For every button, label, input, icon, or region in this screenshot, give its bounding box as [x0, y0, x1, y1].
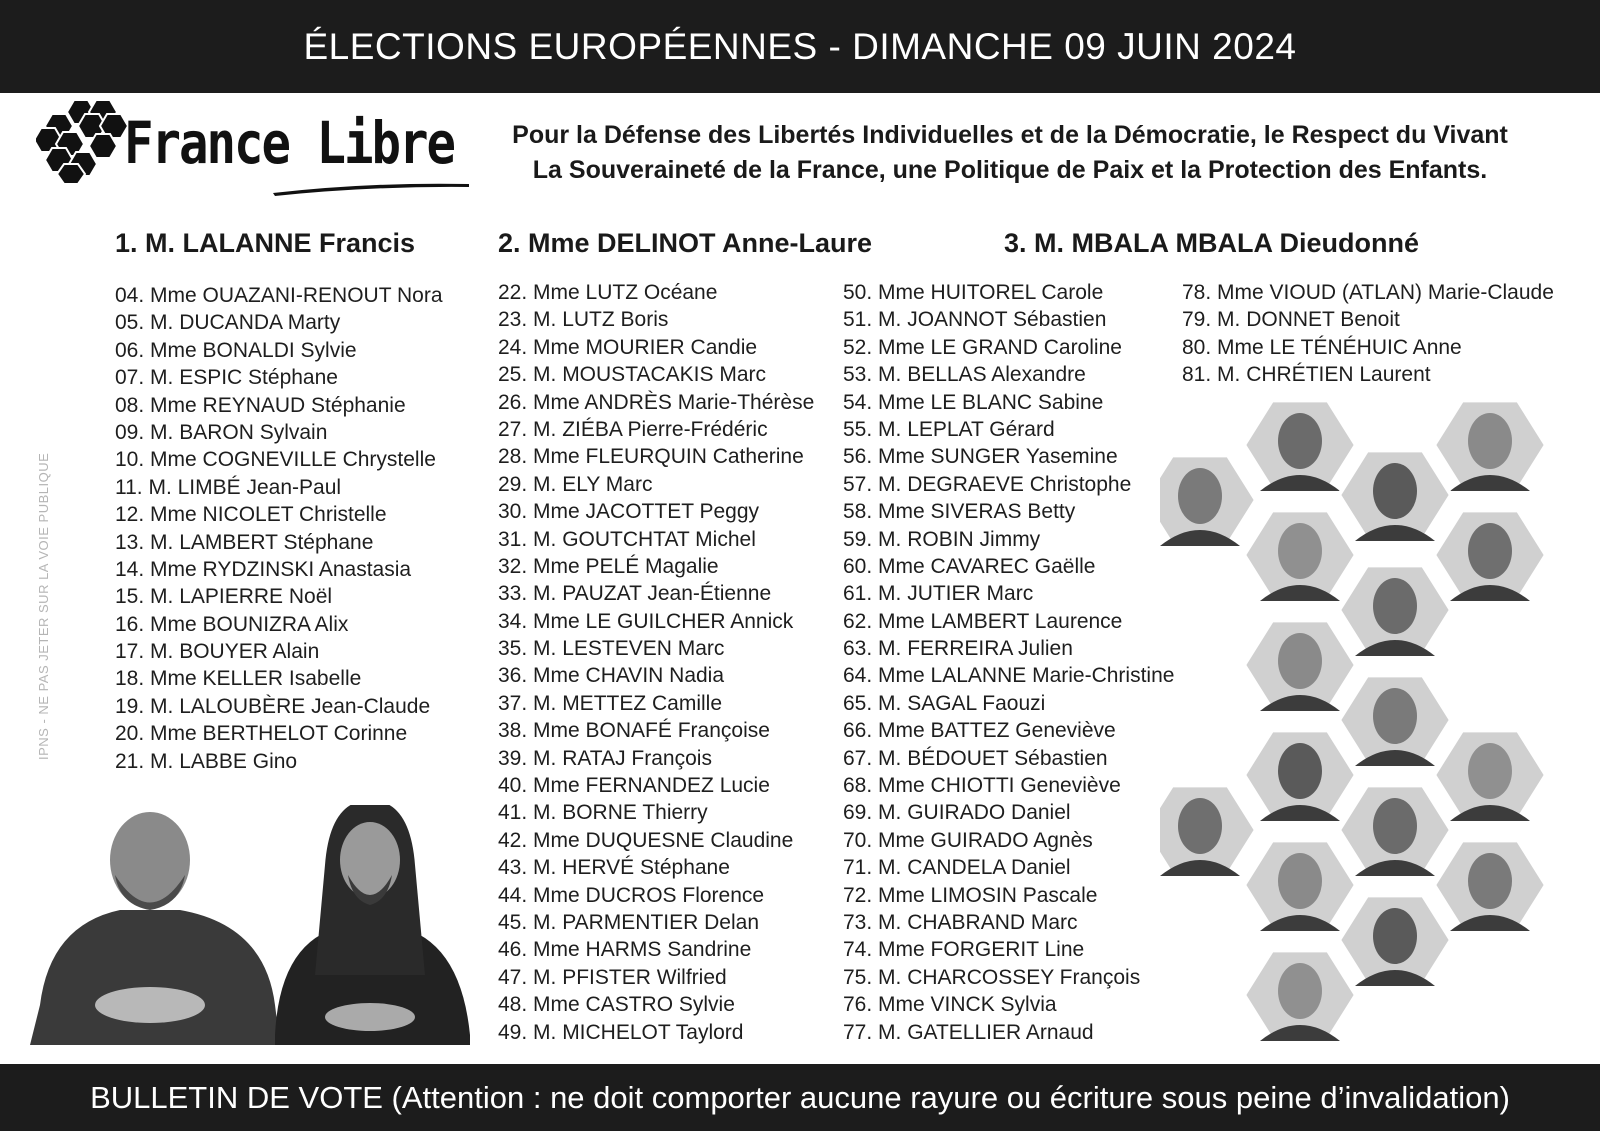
- candidate-entry: 46. Mme HARMS Sandrine: [498, 938, 752, 962]
- candidate-photo-hexagon: [1339, 565, 1451, 656]
- candidate-entry: 56. Mme SUNGER Yasemine: [843, 445, 1118, 469]
- candidate-entry: 30. Mme JACOTTET Peggy: [498, 500, 760, 524]
- candidate-entry: 80. Mme LE TÉNÉHUIC Anne: [1182, 335, 1462, 359]
- candidate-entry: 22. Mme LUTZ Océane: [498, 281, 718, 304]
- candidate-entry: 65. M. SAGAL Faouzi: [843, 691, 1046, 715]
- france-libre-logo: [36, 98, 455, 198]
- candidate-entry: 16. Mme BOUNIZRA Alix: [115, 612, 349, 636]
- candidate-photo-hexagon: [1339, 675, 1451, 766]
- candidate-entry: 28. Mme FLEURQUIN Catherine: [498, 445, 804, 469]
- candidate-entry: 11. M. LIMBÉ Jean-Paul: [115, 475, 342, 499]
- logo-underline-swoosh: [271, 178, 471, 198]
- candidate-photo-hexagon: [1434, 840, 1546, 931]
- candidate-photo-hexagon: [1339, 895, 1451, 986]
- candidate-photo-hexagon: [1434, 730, 1546, 821]
- candidate-entry: 60. Mme CAVAREC Gaëlle: [843, 554, 1096, 578]
- candidate-entry: 73. M. CHABRAND Marc: [843, 910, 1078, 934]
- candidate-entry: 31. M. GOUTCHTAT Michel: [498, 527, 756, 551]
- candidate-entry: 27. M. ZIÉBA Pierre-Frédéric: [498, 417, 768, 441]
- candidate-entry: 57. M. DEGRAEVE Christophe: [843, 472, 1132, 496]
- candidate-entry: 42. Mme DUQUESNE Claudine: [498, 828, 794, 852]
- candidate-entry: 13. M. LAMBERT Stéphane: [115, 530, 374, 554]
- ballot-warning: BULLETIN DE VOTE (Attention : ne doit comporter aucune rayure ou écriture sous peine d’invalidation): [90, 1079, 1510, 1115]
- candidate-photo-hexagon: [1244, 510, 1356, 601]
- candidate-entry: 76. Mme VINCK Sylvia: [843, 993, 1057, 1017]
- candidate-entry: 79. M. DONNET Benoit: [1182, 308, 1400, 332]
- candidate-entry: 21. M. LABBE Gino: [115, 749, 298, 773]
- candidate-entry: 33. M. PAUZAT Jean-Étienne: [498, 582, 772, 606]
- candidate-entry: 12. Mme NICOLET Christelle: [115, 503, 387, 527]
- candidate-entry: 14. Mme RYDZINSKI Anastasia: [115, 557, 412, 581]
- candidate-entry: 34. Mme LE GUILCHER Annick: [498, 609, 794, 633]
- candidate-entry: 17. M. BOUYER Alain: [115, 640, 320, 664]
- candidate-entry: 04. Mme OUAZANI-RENOUT Nora: [115, 284, 443, 307]
- candidate-entry: 81. M. CHRÉTIEN Laurent: [1182, 363, 1431, 387]
- party-slogan: [450, 118, 1570, 188]
- candidate-entry: 71. M. CANDELA Daniel: [843, 856, 1071, 880]
- candidate-entry: 24. Mme MOURIER Candie: [498, 335, 758, 359]
- candidate-entry: 53. M. BELLAS Alexandre: [843, 363, 1086, 387]
- candidate-entry: 63. M. FERREIRA Julien: [843, 637, 1073, 661]
- candidate-entry: 20. Mme BERTHELOT Corinne: [115, 722, 408, 746]
- candidate-list-column-3: [843, 279, 1174, 1046]
- candidate-photo-hexagon: [1434, 400, 1546, 491]
- candidate-entry: 29. M. ELY Marc: [498, 472, 653, 496]
- candidate-entry: 43. M. HERVÉ Stéphane: [498, 856, 730, 880]
- candidate-entry: 15. M. LAPIERRE Noël: [115, 585, 333, 609]
- candidate-entry: 74. Mme FORGERIT Line: [843, 938, 1085, 962]
- candidate-list-column-4: [1182, 279, 1554, 389]
- candidate-photo-hexagon: [1244, 840, 1356, 931]
- hexagon-cluster-icon: [36, 98, 136, 186]
- candidate-entry: 41. M. BORNE Thierry: [498, 801, 708, 825]
- lead-candidate-3: 3. M. MBALA MBALA Dieudonné: [1004, 228, 1419, 258]
- bottom-banner: [0, 1064, 1600, 1131]
- candidate-entry: 36. Mme CHAVIN Nadia: [498, 664, 725, 688]
- candidate-entry: 25. M. MOUSTACAKIS Marc: [498, 363, 766, 387]
- candidate-entry: 37. M. METTEZ Camille: [498, 691, 723, 715]
- candidate-entry: 59. M. ROBIN Jimmy: [843, 527, 1041, 551]
- candidate-entry: 23. M. LUTZ Boris: [498, 308, 669, 332]
- candidate-entry: 75. M. CHARCOSSEY François: [843, 965, 1141, 989]
- ipns-side-note: IPNS - NE PAS JETER SUR LA VOIE PUBLIQUE: [36, 452, 51, 760]
- candidate-entry: 58. Mme SIVERAS Betty: [843, 500, 1076, 524]
- candidate-entry: 77. M. GATELLIER Arnaud: [843, 1020, 1094, 1044]
- candidate-entry: 08. Mme REYNAUD Stéphanie: [115, 393, 406, 417]
- candidate-entry: 32. Mme PELÉ Magalie: [498, 554, 719, 578]
- candidate-entry: 62. Mme LAMBERT Laurence: [843, 609, 1123, 633]
- candidate-entry: 54. Mme LE BLANC Sabine: [843, 390, 1104, 414]
- candidate-list-column-2: [498, 279, 814, 1046]
- candidate-photo-hexagon: [1244, 950, 1356, 1041]
- candidate-entry: 72. Mme LIMOSIN Pascale: [843, 883, 1098, 907]
- lead-candidates-photo: [30, 805, 475, 1045]
- candidates-hexagon-photo-collage: [1160, 390, 1580, 1050]
- candidate-photo-hexagon: [1244, 620, 1356, 711]
- slogan-line-1: Pour la Défense des Libertés Individuelles et de la Démocratie, le Respect du Vivant: [512, 121, 1508, 149]
- candidate-entry: 64. Mme LALANNE Marie-Christine: [843, 664, 1175, 688]
- candidate-entry: 52. Mme LE GRAND Caroline: [843, 335, 1122, 359]
- candidate-entry: 44. Mme DUCROS Florence: [498, 883, 765, 907]
- candidate-entry: 35. M. LESTEVEN Marc: [498, 637, 725, 661]
- candidate-entry: 48. Mme CASTRO Sylvie: [498, 993, 735, 1017]
- lead-candidate-1: 1. M. LALANNE Francis: [115, 228, 416, 258]
- top-banner: [0, 0, 1600, 93]
- portrait-person-2: [275, 805, 470, 1045]
- candidate-list-column-1: [115, 282, 443, 775]
- candidate-entry: 50. Mme HUITOREL Carole: [843, 281, 1104, 304]
- candidate-entry: 40. Mme FERNANDEZ Lucie: [498, 774, 770, 798]
- candidate-entry: 66. Mme BATTEZ Geneviève: [843, 719, 1116, 743]
- portrait-person-1: [30, 812, 280, 1045]
- candidate-entry: 69. M. GUIRADO Daniel: [843, 801, 1071, 825]
- candidate-entry: 55. M. LEPLAT Gérard: [843, 417, 1055, 441]
- logo-wordmark: France Libre: [124, 110, 455, 178]
- candidate-entry: 70. Mme GUIRADO Agnès: [843, 828, 1093, 852]
- slogan-line-2: La Souveraineté de la France, une Politique de Paix et la Protection des Enfants.: [532, 156, 1488, 184]
- banner-title: ÉLECTIONS EUROPÉENNES - DIMANCHE 09 JUIN 2024: [303, 25, 1297, 67]
- candidate-entry: 51. M. JOANNOT Sébastien: [843, 308, 1107, 332]
- candidate-entry: 78. Mme VIOUD (ATLAN) Marie-Claude: [1182, 281, 1554, 304]
- candidate-entry: 47. M. PFISTER Wilfried: [498, 965, 727, 989]
- candidate-photo-hexagon: [1244, 730, 1356, 821]
- candidate-entry: 10. Mme COGNEVILLE Chrystelle: [115, 448, 436, 472]
- candidate-entry: 09. M. BARON Sylvain: [115, 420, 328, 444]
- candidate-photo-hexagon: [1434, 510, 1546, 601]
- candidate-photo-hexagon: [1244, 400, 1356, 491]
- lead-candidate-2: 2. Mme DELINOT Anne-Laure: [498, 228, 873, 258]
- candidate-entry: 05. M. DUCANDA Marty: [115, 311, 341, 335]
- candidate-entry: 07. M. ESPIC Stéphane: [115, 366, 338, 390]
- candidate-photo-hexagon: [1160, 455, 1256, 546]
- candidate-photo-hexagon: [1339, 785, 1451, 876]
- candidate-entry: 45. M. PARMENTIER Delan: [498, 910, 760, 934]
- candidate-entry: 68. Mme CHIOTTI Geneviève: [843, 774, 1121, 798]
- candidate-entry: 67. M. BÉDOUET Sébastien: [843, 746, 1108, 770]
- candidate-entry: 18. Mme KELLER Isabelle: [115, 667, 362, 691]
- candidate-entry: 39. M. RATAJ François: [498, 746, 712, 770]
- candidate-entry: 19. M. LALOUBÈRE Jean-Claude: [115, 694, 431, 718]
- candidate-entry: 49. M. MICHELOT Taylord: [498, 1020, 744, 1044]
- candidate-photo-hexagon: [1160, 785, 1256, 876]
- candidate-entry: 38. Mme BONAFÉ Françoise: [498, 719, 770, 743]
- candidate-photo-hexagon: [1339, 450, 1451, 541]
- candidate-entry: 26. Mme ANDRÈS Marie-Thérèse: [498, 390, 815, 414]
- candidate-entry: 61. M. JUTIER Marc: [843, 582, 1034, 606]
- candidate-entry: 06. Mme BONALDI Sylvie: [115, 338, 357, 362]
